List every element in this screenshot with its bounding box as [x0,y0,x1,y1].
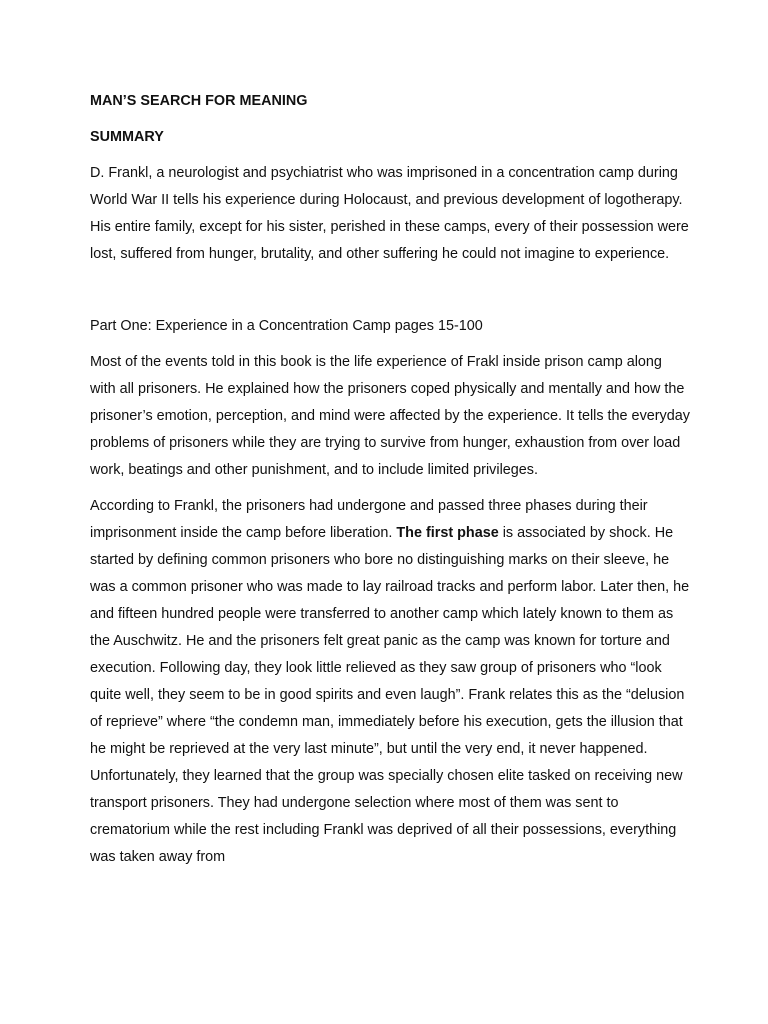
document-title: MAN’S SEARCH FOR MEANING [90,93,308,109]
part-one-paragraph-2 [90,493,690,871]
document-subtitle: SUMMARY [90,129,164,145]
intro-paragraph: D. Frankl, a neurologist and psychiatrist who was imprisoned in a concentration camp during World War II tells his experience during Holocaust, and previous development of logotherapy. His entire family, except for his sister, perished in these camps, every of their possession were lost, suffered from hunger, brutality, and other suffering he could not imagine to experience. [90,165,689,262]
first-phase-bold-text: The first phase [396,525,499,541]
part-one-heading: Part One: Experience in a Concentration Camp pages 15-100 [90,318,483,334]
document-page [90,88,690,871]
part-one-paragraph-1: Most of the events told in this book is the life experience of Frakl inside prison camp along with all prisoners. He explained how the prisoners coped physically and mentally and how the prisoner’s emotion, perception, and mind were affected by the experience. It tells the everyday problems of prisoners while they are trying to survive from hunger, exhaustion from over load work, beatings and other punishment, and to include limited privileges. [90,354,690,478]
paragraph-2-rest-text: is associated by shock. He started by defining common prisoners who bore no distinguishing marks on their sleeve, he was a common prisoner who was made to lay railroad tracks and perform labor. Later then, he and fifteen hundred people were transferred to another camp which lately known to them as the Auschwitz. He and the prisoners felt great panic as the camp was known for torture and execution. Following day, they look little relieved as they saw group of prisoners who “look quite well, they seem to be in good spirits and even laugh”. Frank relates this as the “delusion of reprieve” where “the condemn man, immediately before his execution, gets the illusion that he might be reprieved at the very last minute”, but until the very end, it never happened. Unfortunately, they learned that the group was specially chosen elite tasked on receiving new transport prisoners. They had undergone selection where most of them was sent to crematorium while the rest including Frankl was deprived of all their possessions, everything was taken away from [90,525,690,865]
paragraph-2-lead-text: According to Frankl, the prisoners had undergone and passed three phases during their imprisonment inside the camp before liberation. [90,498,648,541]
